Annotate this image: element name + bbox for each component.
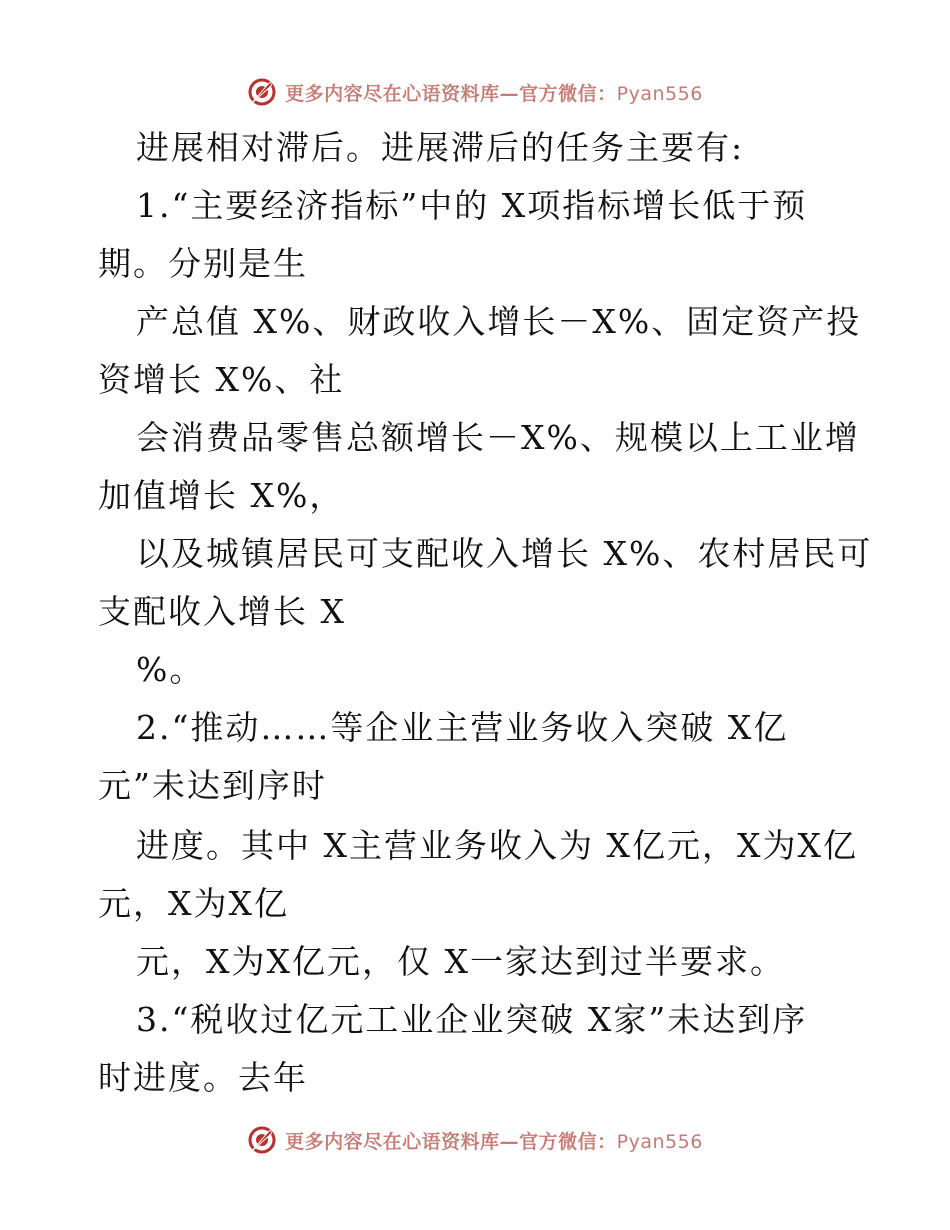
body-line: 3.“税收过亿元工业企业突破 X家”未达到序 <box>136 1000 808 1039</box>
body-line: 元，X为X亿 <box>98 884 289 923</box>
body-line: 会消费品零售总额增长－X%、规模以上工业增 <box>136 418 860 457</box>
body-line: 期。分别是生 <box>98 244 308 283</box>
watermark-text: 更多内容尽在心语资料库—官方微信：Pyan556 <box>285 1130 703 1153</box>
watermark-text: 更多内容尽在心语资料库—官方微信：Pyan556 <box>285 82 703 105</box>
body-line: 资增长 X%、社 <box>98 360 345 399</box>
body-line: 产总值 X%、财政收入增长－X%、固定资产投 <box>136 302 862 341</box>
body-line: 进度。其中 X主营业务收入为 X亿元，X为X亿 <box>136 826 858 865</box>
body-line: 支配收入增长 X <box>98 592 346 631</box>
body-line: 元，X为X亿元，仅 X一家达到过半要求。 <box>136 942 785 981</box>
body-line: 加值增长 X%， <box>98 476 345 515</box>
body-line: %。 <box>136 650 205 689</box>
footer-watermark <box>0 1120 950 1160</box>
watermark-account: Pyan556 <box>616 1130 703 1153</box>
body-line: 2.“推动……等企业主营业务收入突破 X亿 <box>136 708 789 747</box>
body-line: 元”未达到序时 <box>98 766 327 805</box>
body-line: 时进度。去年 <box>98 1058 308 1097</box>
watermark-account: Pyan556 <box>616 82 703 105</box>
body-line: 以及城镇居民可支配收入增长 X%、农村居民可 <box>136 534 873 573</box>
body-line: 进展相对滞后。进展滞后的任务主要有: <box>136 128 745 167</box>
body-line: 1.“主要经济指标”中的 X项指标增长低于预 <box>136 186 808 225</box>
quill-logo-icon <box>247 1125 277 1155</box>
